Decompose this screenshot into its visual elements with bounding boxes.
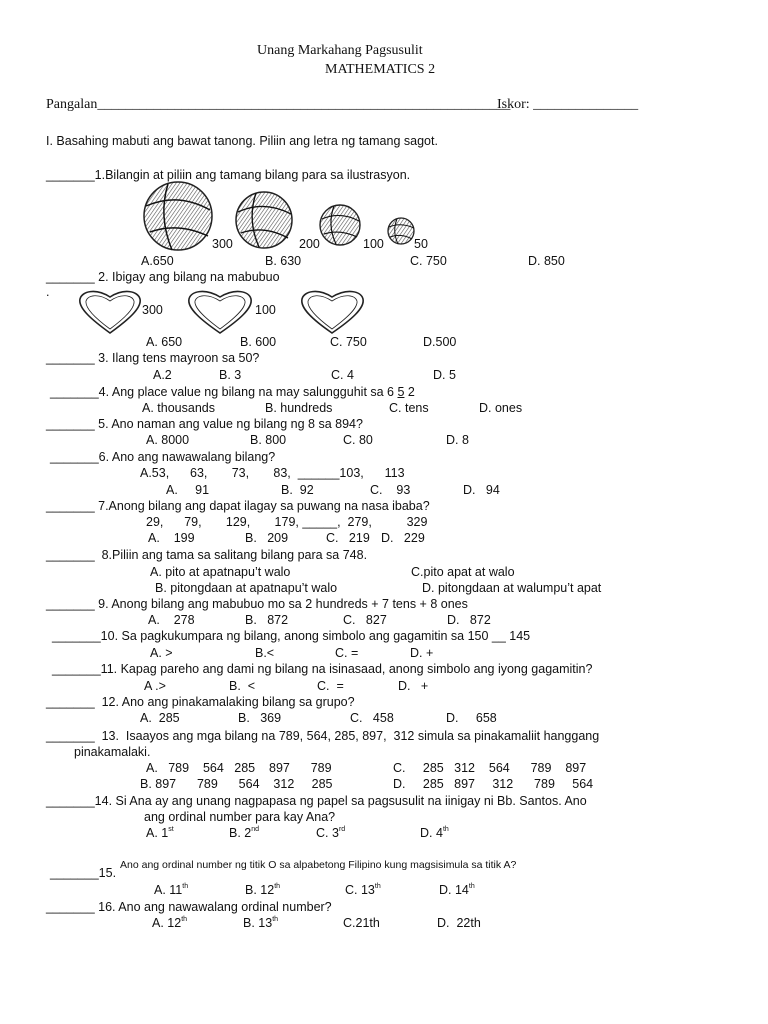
- choice-a[interactable]: [154, 884, 188, 897]
- ordinal-suffix: th: [182, 883, 189, 890]
- underlined-digit: 5: [397, 385, 405, 399]
- choice-b[interactable]: B. <: [229, 679, 256, 693]
- number-sequence: A.53, 63, 73, 83, ______103, 113: [140, 466, 405, 480]
- ordinal-suffix: th: [272, 916, 279, 923]
- choice-a[interactable]: A. 278: [148, 613, 195, 627]
- question-2: _______ 2. Ibigay ang bilang na mabubuo: [46, 270, 280, 284]
- choice-text: B. 13: [243, 916, 273, 930]
- choice-d[interactable]: D.500: [423, 335, 457, 349]
- ordinal-suffix: th: [442, 826, 449, 833]
- choice-text: C. 13: [345, 883, 375, 897]
- choice-a[interactable]: A. 8000: [146, 433, 190, 447]
- ordinal-suffix: th: [274, 883, 281, 890]
- choice-text: D. 14: [439, 883, 469, 897]
- choice-a[interactable]: A.2: [153, 368, 172, 382]
- choice-a[interactable]: A .>: [144, 679, 166, 693]
- choice-b[interactable]: B. 92: [281, 483, 314, 497]
- question-14: _______14. Si Ana ay ang unang nagpapasa ng papel sa pagsusulit na iinigay ni Bb. Santos. Ano: [46, 794, 587, 808]
- choice-b[interactable]: B. 630: [265, 254, 302, 268]
- ordinal-suffix: th: [374, 883, 381, 890]
- choice-b[interactable]: [245, 884, 280, 897]
- question-11: _______11. Kapag pareho ang dami ng bilang na isinasaad, anong simbolo ang iyong gagamitin?: [52, 662, 593, 676]
- choice-text: A. 11: [154, 883, 183, 897]
- choice-c[interactable]: C. 827: [343, 613, 387, 627]
- basketball-icon: [388, 218, 414, 244]
- choice-a[interactable]: A. 199: [148, 531, 195, 545]
- heart-icon: [80, 291, 140, 333]
- instructions: I. Basahing mabuti ang bawat tanong. Piliin ang letra ng tamang sagot.: [46, 134, 438, 148]
- ball-label: 100: [363, 237, 384, 251]
- choice-c[interactable]: C. 4: [331, 368, 354, 382]
- choice-b[interactable]: [243, 917, 278, 930]
- question-16: _______ 16. Ano ang nawawalang ordinal number?: [46, 900, 332, 914]
- choice-a[interactable]: A. 91: [166, 483, 210, 497]
- question-8: _______ 8.Piliin ang tama sa salitang bilang para sa 748.: [46, 548, 368, 562]
- stray-dot: .: [46, 285, 50, 299]
- exam-title: Unang Markahang Pagsusulit: [257, 43, 423, 58]
- choice-text: D. 22th: [437, 916, 481, 930]
- choice-a[interactable]: A. 285: [140, 711, 180, 725]
- choice-text: B. 2: [229, 826, 252, 840]
- choice-c[interactable]: [343, 917, 380, 930]
- choice-a[interactable]: A. >: [150, 646, 173, 660]
- score-field[interactable]: Iskor: _______________: [497, 97, 639, 112]
- choice-text: A. 1: [146, 826, 169, 840]
- choice-b[interactable]: B. 897 789 564 312 285: [140, 777, 333, 791]
- choice-a[interactable]: A. pito at apatnapu’t walo: [150, 565, 291, 579]
- choice-c[interactable]: [345, 884, 381, 897]
- choice-c[interactable]: [316, 827, 345, 840]
- choice-b[interactable]: [229, 827, 259, 840]
- choice-c[interactable]: C.pito apat at walo: [411, 565, 515, 579]
- question-1: _______1.Bilangin at piliin ang tamang bilang para sa ilustrasyon.: [46, 168, 411, 182]
- question-10: _______10. Sa pagkukumpara ng bilang, anong simbolo ang gagamitin sa 150 __ 145: [52, 629, 531, 643]
- question-4: [50, 386, 415, 399]
- ball-label: 300: [212, 237, 233, 251]
- ball-label: 50: [414, 237, 428, 251]
- number-sequence: 29, 79, 129, 179, _____, 279, 329: [146, 515, 428, 529]
- choice-a[interactable]: A. thousands: [142, 401, 215, 415]
- choice-d[interactable]: D. 229: [381, 531, 425, 545]
- choice-a[interactable]: A. 650: [146, 335, 183, 349]
- name-field[interactable]: Pangalan___________________________________________________________: [46, 97, 511, 112]
- choice-a[interactable]: [146, 827, 174, 840]
- choice-b[interactable]: B. 800: [250, 433, 287, 447]
- choice-c[interactable]: C. =: [335, 646, 359, 660]
- choice-b[interactable]: B.<: [255, 646, 275, 660]
- choice-b[interactable]: B. pitongdaan at apatnapu’t walo: [155, 581, 338, 595]
- choice-b[interactable]: B. 209: [245, 531, 289, 545]
- question-15-number: _______15.: [50, 866, 117, 880]
- ordinal-suffix: rd: [338, 826, 346, 833]
- ordinal-suffix: th: [468, 883, 475, 890]
- choice-text: C. 3: [316, 826, 339, 840]
- basketball-icon: [236, 192, 292, 248]
- question-13-cont: pinakamalaki.: [74, 745, 151, 759]
- heart-label: 100: [255, 303, 276, 317]
- choice-d[interactable]: D. 872: [447, 613, 491, 627]
- choice-text: A. 12: [152, 916, 182, 930]
- choice-d[interactable]: D. ones: [479, 401, 523, 415]
- question-3: _______ 3. Ilang tens mayroon sa 50?: [46, 351, 260, 365]
- choice-d[interactable]: [420, 827, 449, 840]
- question-12: _______ 12. Ano ang pinakamalaking bilang sa grupo?: [46, 695, 355, 709]
- question-15: Ano ang ordinal number ng titik O sa alpabetong Filipino kung magsisimula sa titik A?: [120, 859, 517, 871]
- choice-text: C.21th: [343, 916, 380, 930]
- choice-text: B. 12: [245, 883, 275, 897]
- choice-d[interactable]: [437, 917, 481, 930]
- choice-a[interactable]: A. 789 564 285 897 789: [146, 761, 332, 775]
- choice-b[interactable]: B. 872: [245, 613, 289, 627]
- question-4-text: _______4. Ang place value ng bilang na may salungguhit sa 6: [50, 385, 398, 399]
- choice-c[interactable]: C. =: [317, 679, 344, 693]
- choice-d[interactable]: D. 285 897 312 789 564: [393, 777, 594, 791]
- choice-d[interactable]: D. 850: [528, 254, 565, 268]
- choice-d[interactable]: D. 658: [446, 711, 497, 725]
- ordinal-suffix: nd: [251, 826, 260, 833]
- ordinal-suffix: st: [168, 826, 174, 833]
- choice-c[interactable]: C. 750: [410, 254, 447, 268]
- choice-a[interactable]: [152, 917, 187, 930]
- choice-c[interactable]: C. 219: [326, 531, 370, 545]
- choice-b[interactable]: B. 600: [240, 335, 277, 349]
- heart-icon: [189, 291, 251, 333]
- choice-d[interactable]: D. +: [398, 679, 429, 693]
- choice-c[interactable]: C. 458: [350, 711, 394, 725]
- exam-subject: MATHEMATICS 2: [325, 62, 436, 77]
- question-4-tail: 2: [404, 385, 415, 399]
- choice-c[interactable]: C. 80: [343, 433, 373, 447]
- choice-b[interactable]: B. 3: [219, 368, 242, 382]
- basketballs-illustration: [0, 0, 768, 260]
- question-9: _______ 9. Anong bilang ang mabubuo mo sa 2 hundreds + 7 tens + 8 ones: [46, 597, 468, 611]
- choice-c[interactable]: C. 93: [370, 483, 411, 497]
- question-7: _______ 7.Anong bilang ang dapat ilagay sa puwang na nasa ibaba?: [46, 499, 430, 513]
- basketball-icon: [320, 205, 360, 245]
- question-6: _______6. Ano ang nawawalang bilang?: [50, 450, 276, 464]
- heart-icon: [302, 291, 363, 333]
- ordinal-suffix: th: [181, 916, 188, 923]
- choice-text: D. 4: [420, 826, 443, 840]
- choice-d[interactable]: [439, 884, 475, 897]
- question-13: _______ 13. Isaayos ang mga bilang na 789, 564, 285, 897, 312 simula sa pinakamaliit hanggang: [46, 729, 600, 743]
- choice-b[interactable]: B. hundreds: [265, 401, 333, 415]
- basketball-icon: [144, 182, 212, 250]
- choice-b[interactable]: B. 369: [238, 711, 282, 725]
- choice-c[interactable]: C. 750: [330, 335, 367, 349]
- heart-label: 300: [142, 303, 163, 317]
- choice-d[interactable]: D. 5: [433, 368, 456, 382]
- choice-d[interactable]: D. 8: [446, 433, 469, 447]
- question-14-cont: ang ordinal number para kay Ana?: [144, 810, 336, 824]
- choice-c[interactable]: C. 285 312 564 789 897: [393, 761, 587, 775]
- choice-d[interactable]: D. 94: [463, 483, 500, 497]
- ball-label: 200: [299, 237, 320, 251]
- question-5: _______ 5. Ano naman ang value ng bilang ng 8 sa 894?: [46, 417, 363, 431]
- choice-c[interactable]: C. tens: [389, 401, 429, 415]
- choice-d[interactable]: D. +: [410, 646, 434, 660]
- choice-d[interactable]: D. pitongdaan at walumpu’t apat: [422, 581, 602, 595]
- choice-a[interactable]: A.650: [141, 254, 174, 268]
